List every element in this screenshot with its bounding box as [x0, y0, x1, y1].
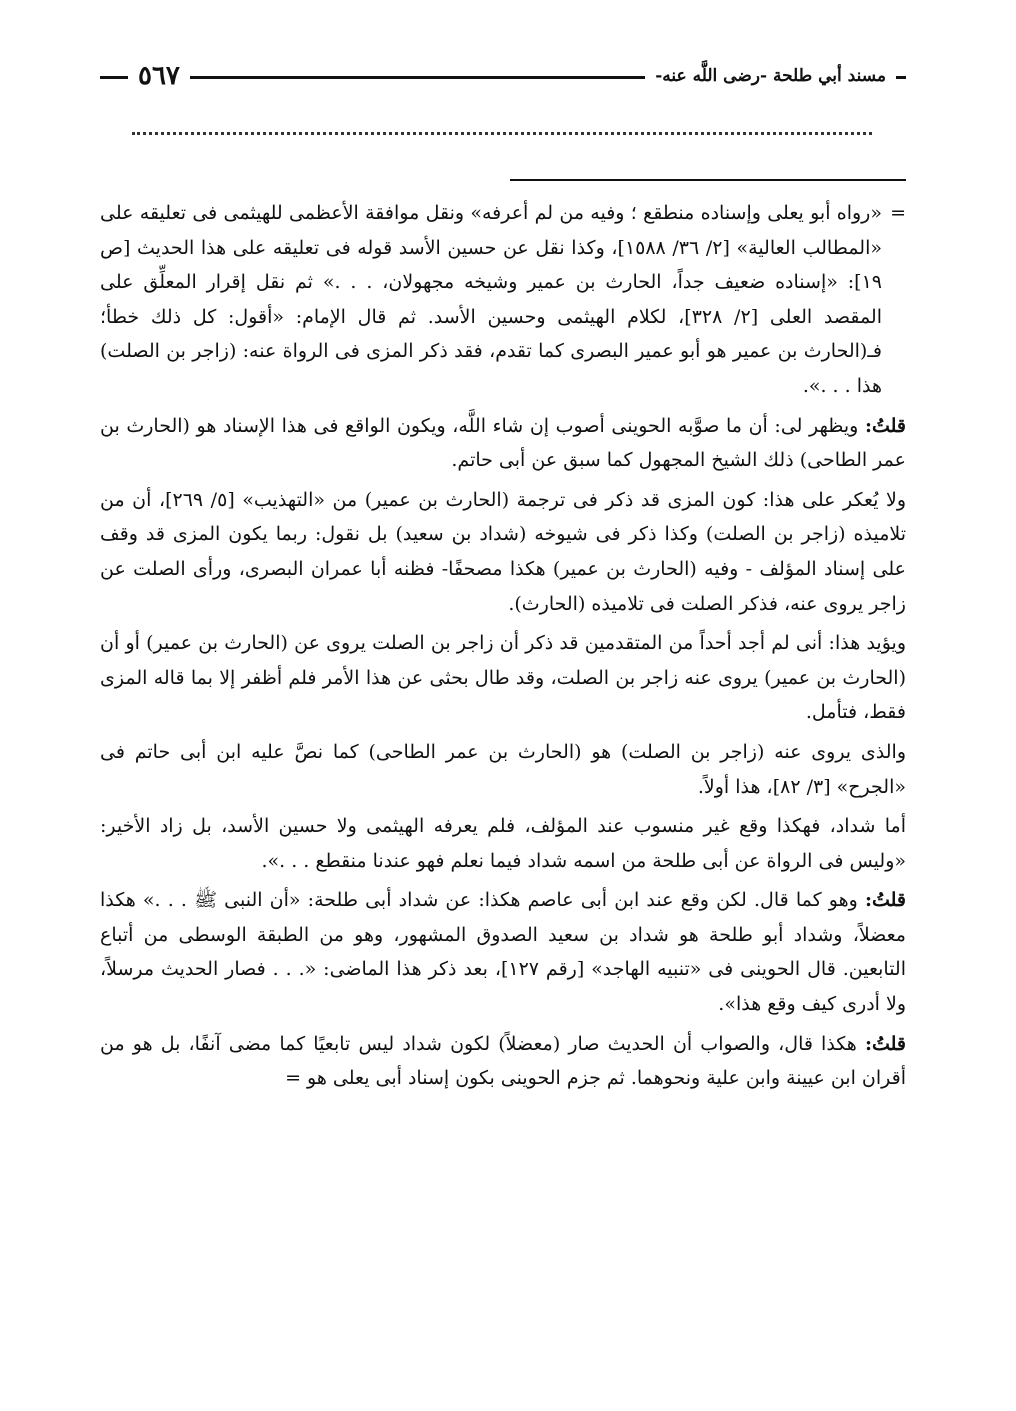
footnote-paragraph: [100, 483, 906, 621]
running-title: مسند أبي طلحة -رضى اللَّه عنه-: [645, 61, 896, 91]
continuation-mark: =: [890, 202, 906, 224]
footnote-paragraph: [100, 409, 906, 478]
elided-text-dots: [132, 132, 872, 135]
paragraph-text: ويظهر لى: أن ما صوَّبه الحوينى أصوب إن شاء اللَّه، ويكون الواقع فى هذا الإسناد هو (الحارث بن عمر الطاحى) ذلك الشيخ المجهول كما سبق عن أبى حاتم.: [100, 414, 906, 472]
footnote-paragraph: [100, 1027, 906, 1096]
page-number: ٥٦٧: [128, 59, 190, 93]
footnote-paragraph: [100, 626, 906, 730]
paragraph-lead: قلتُ:: [864, 1032, 906, 1055]
page-header: [100, 55, 906, 95]
paragraph-lead: قلتُ:: [864, 414, 906, 437]
footnote-body: [100, 196, 906, 1101]
paragraph-lead: قلتُ:: [864, 889, 906, 912]
paragraph-text: هكذا قال، والصواب أن الحديث صار (معضلاً) لكون شداد ليس تابعيًا كما مضى آنفًا، بل هو من أقران ابن عيينة وابن علية ونحوهما. ثم جزم الحوينى بكون إسناد أبى يعلى هو =: [100, 1032, 906, 1090]
paragraph-text: وهو كما قال. لكن وقع عند ابن أبى عاصم هكذا: عن شداد أبى طلحة: «أن النبى ﷺ . . .» هكذا معضلاً، وشداد أبو طلحة هو شداد بن سعيد الصدوق المشهور، وهو من الطبقة الوسطى من أتباع التابعين. قال الحوينى فى «تنبيه الهاجد» [رقم ١٢٧]، بعد ذكر هذا الماضى: «. . . فصار الحديث مرسلاً، ولا أدرى كيف وقع هذا».: [100, 889, 906, 1016]
footnote-paragraph: [100, 196, 906, 404]
paragraph-text: ويؤيد هذا: أنى لم أجد أحداً من المتقدمين قد ذكر أن زاجر بن الصلت يروى عن (الحارث بن عمير) أو أن (الحارث بن عمير) يروى عنه زاجر بن الصلت، وقد طال بحثى عن هذا الأمر فلم أظفر إلا بما قاله المزى فقط، فتأمل.: [100, 632, 906, 724]
footnote-paragraph: [100, 735, 906, 804]
footnote-separator: [510, 179, 906, 181]
paragraph-text: أما شداد، فهكذا وقع غير منسوب عند المؤلف، فلم يعرفه الهيثمى ولا حسين الأسد، بل زاد الأخير: «وليس فى الرواة عن أبى طلحة من اسمه شداد فيما نعلم فهو عندنا منقطع . . .».: [100, 815, 906, 872]
paragraph-text: والذى يروى عنه (زاجر بن الصلت) هو (الحارث بن عمر الطاحى) كما نصَّ عليه ابن أبى حاتم فى «الجرح» [٣/ ٨٢]، هذا أولاً.: [100, 740, 906, 798]
paragraph-text: «رواه أبو يعلى وإسناده منطقع ؛ وفيه من لم أعرفه» ونقل موافقة الأعظمى للهيثمى فى تعليقه على «المطالب العالية» [٢/ ٣٦/ ١٥٨٨]، وكذا نقل عن حسين الأسد قوله فى تعليقه على هذا الحديث [ص ١٩]: «إسناده ضعيف جداً، الحارث بن عمير وشيخه مجهولان، . . .» ثم نقل إقرار المعلِّق على المقصد العلى [٢/ ٣٢٨]، لكلام الهيثمى وحسين الأسد. ثم قال الإمام: «أقول: كل ذلك خطأ؛ فـ(الحارث بن عمير هو أبو عمير البصرى كما تقدم، فقد ذكر المزى فى الرواة عنه: (زاجر بن الصلت) هذا . . .».: [100, 202, 882, 397]
paragraph-text: ولا يُعكر على هذا: كون المزى قد ذكر فى ترجمة (الحارث بن عمير) من «التهذيب» [٥/ ٢٦٩]، أن من تلاميذه (زاجر بن الصلت) وكذا ذكر فى شيوخه (شداد بن سعيد) بل نقول: ربما يكون المزى قد وقف على إسناد المؤلف - وفيه (الحارث بن عمير) هكذا مصحفًا- فظنه أبا عمران البصرى، ورأى الصلت عن زاجر يروى عنه، فذكر الصلت فى تلاميذه (الحارث).: [100, 488, 906, 615]
footnote-paragraph: [100, 883, 906, 1021]
footnote-paragraph: [100, 809, 906, 878]
